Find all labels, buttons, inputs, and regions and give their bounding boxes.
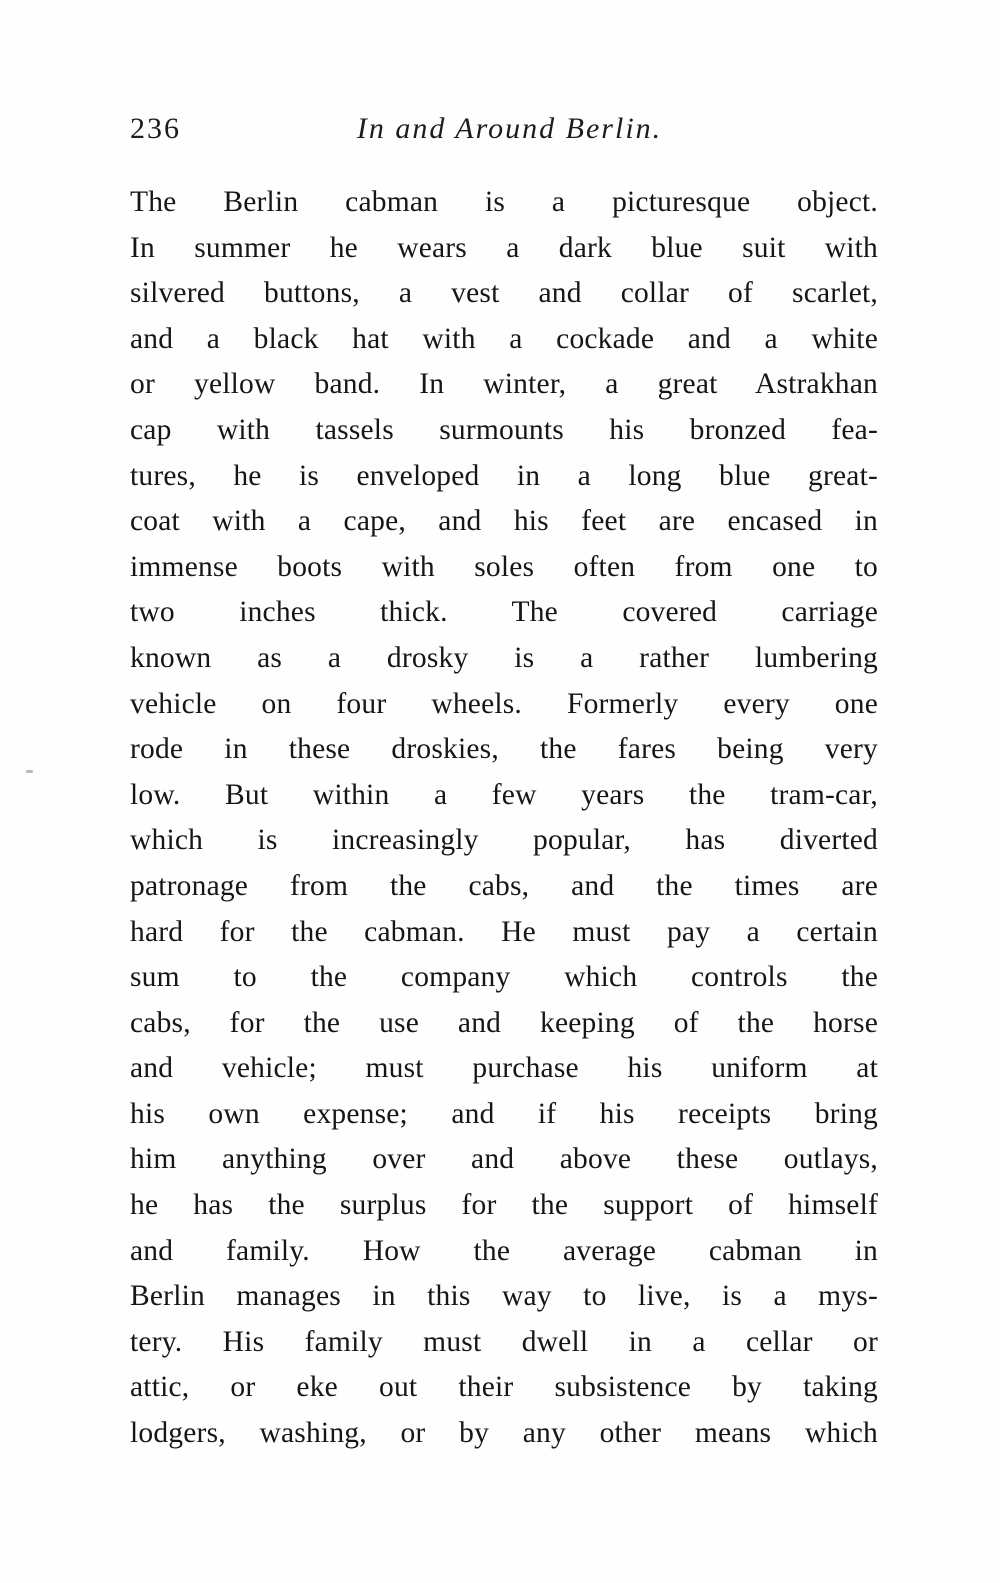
scan-speck (26, 770, 33, 773)
text-line: and a black hat with a cockade and a white (130, 322, 878, 355)
text-line: known as a drosky is a rather lumbering (130, 641, 878, 674)
text-line: silvered buttons, a vest and collar of scarlet, (130, 277, 878, 310)
text-line: tery. His family must dwell in a cellar or (130, 1325, 878, 1358)
text-line: low. But within a few years the tram-car, (130, 778, 878, 811)
text-line: patronage from the cabs, and the times are (130, 869, 878, 902)
page-body (130, 180, 878, 1457)
text-line: coat with a cape, and his feet are encased in (130, 505, 878, 538)
text-line: immense boots with soles often from one to (130, 550, 878, 583)
text-line: he has the surplus for the support of himself (130, 1189, 878, 1222)
text-line: rode in these droskies, the fares being very (130, 733, 878, 766)
text-line: his own expense; and if his receipts bring (130, 1097, 878, 1130)
text-line: sum to the company which controls the (130, 961, 878, 994)
running-title: In and Around Berlin. (356, 112, 663, 145)
text-line: lodgers, washing, or by any other means which (130, 1417, 878, 1450)
text-line: tures, he is enveloped in a long blue great- (130, 459, 878, 492)
text-line: attic, or eke out their subsistence by taking (130, 1371, 878, 1404)
text-line: or yellow band. In winter, a great Astrakhan (130, 368, 878, 401)
text-line: In summer he wears a dark blue suit with (130, 231, 878, 264)
text-line: and vehicle; must purchase his uniform at (130, 1052, 878, 1085)
text-line: and family. How the average cabman in (130, 1234, 878, 1267)
text-line: cap with tassels surmounts his bronzed fea- (130, 413, 878, 446)
text-line: The Berlin cabman is a picturesque object. (130, 186, 878, 218)
text-line: cabs, for the use and keeping of the horse (130, 1006, 878, 1039)
text-line: Berlin manages in this way to live, is a mys- (130, 1280, 878, 1313)
text-line: which is increasingly popular, has diverted (130, 824, 878, 857)
page-header (130, 112, 878, 146)
text-line: two inches thick. The covered carriage (130, 596, 878, 629)
page-number: 236 (130, 112, 181, 145)
text-line: him anything over and above these outlays, (130, 1143, 878, 1176)
text-line: vehicle on four wheels. Formerly every one (130, 687, 878, 720)
text-line: hard for the cabman. He must pay a certain (130, 915, 878, 948)
page-content (130, 112, 878, 1457)
